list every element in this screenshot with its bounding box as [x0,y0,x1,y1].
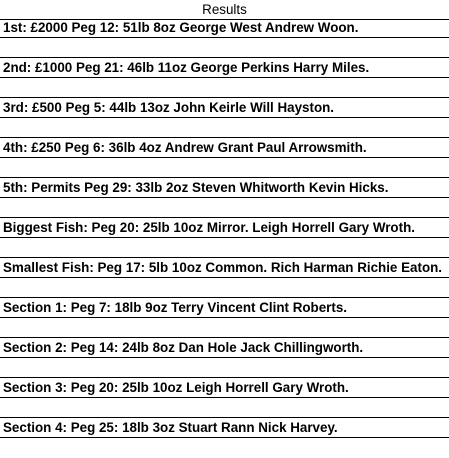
blank-row [0,158,449,178]
blank-row [0,438,449,458]
result-row-2nd [0,58,449,78]
result-row-5th [0,178,449,198]
result-row-section-4 [0,418,449,438]
result-text: 2nd: £1000 Peg 21: 46lb 11oz George Perkins Harry Miles. [3,60,370,75]
blank-row [0,38,449,58]
result-text: Smallest Fish: Peg 17: 5lb 10oz Common. Rich Harman Richie Eaton. [3,260,443,275]
blank-row [0,318,449,338]
blank-row [0,278,449,298]
blank-row [0,398,449,418]
result-text: Section 3: Peg 20: 25lb 10oz Leigh Horrell Gary Wroth. [3,380,349,395]
result-text: 5th: Permits Peg 29: 33lb 2oz Steven Whitworth Kevin Hicks. [3,180,389,195]
result-row-section-2 [0,338,449,358]
header-row [0,0,449,20]
result-text: Section 4: Peg 25: 18lb 3oz Stuart Rann Nick Harvey. [3,420,338,435]
result-text: 1st: £2000 Peg 12: 51lb 8oz George West Andrew Woon. [3,20,359,35]
result-row-smallest-fish [0,258,449,278]
blank-row [0,118,449,138]
blank-row [0,358,449,378]
result-row-biggest-fish [0,218,449,238]
result-row-4th [0,138,449,158]
result-text: Biggest Fish: Peg 20: 25lb 10oz Mirror. Leigh Horrell Gary Wroth. [3,220,415,235]
result-row-1st [0,18,449,38]
result-text: Section 2: Peg 14: 24lb 8oz Dan Hole Jack Chillingworth. [3,340,364,355]
results-header: Results [202,2,247,17]
blank-row [0,78,449,98]
result-row-section-1 [0,298,449,318]
blank-row [0,238,449,258]
blank-row [0,198,449,218]
result-text: Section 1: Peg 7: 18lb 9oz Terry Vincent Clint Roberts. [3,300,348,315]
result-text: 4th: £250 Peg 6: 36lb 4oz Andrew Grant Paul Arrowsmith. [3,140,367,155]
result-row-3rd [0,98,449,118]
result-row-section-3 [0,378,449,398]
result-text: 3rd: £500 Peg 5: 44lb 13oz John Keirle Will Hayston. [3,100,335,115]
